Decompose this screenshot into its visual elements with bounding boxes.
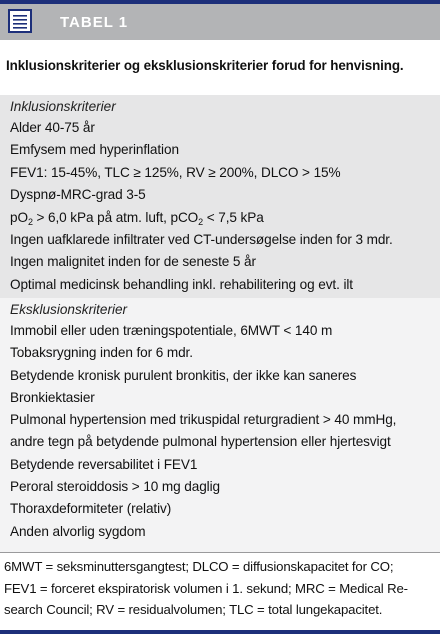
subscript: 2 [27, 216, 33, 227]
inclusion-item: Emfysem med hyperinflation [10, 142, 179, 158]
subscript: 2 [198, 216, 204, 227]
exclusion-item: Thoraxdeformiteter (relativ) [10, 501, 172, 517]
inclusion-heading: Inklusionskriterier [10, 99, 116, 114]
inclusion-item: Alder 40-75 år [10, 120, 95, 135]
blood-gas-po: pO [10, 209, 28, 225]
inclusion-item: Dyspnø-MRC-grad 3-5 [10, 187, 146, 203]
inclusion-section [0, 95, 440, 298]
exclusion-item: Betydende reversabilitet i FEV1 [10, 456, 198, 472]
inclusion-item-blood-gas [10, 207, 440, 229]
exclusion-item: Pulmonal hypertension med trikuspidal returgradient > 40 mmHg, [10, 412, 397, 428]
inclusion-item: FEV1: 15-45%, TLC ≥ 125%, RV ≥ 200%, DLCO > 15% [10, 164, 341, 180]
table-caption: Inklusionskriterier og eksklusionskriterier forud for henvisning. [6, 58, 404, 73]
exclusion-heading: Eksklusionskriterier [10, 302, 128, 317]
footnote-line: 6MWT = seksminuttersgangtest; DLCO = diffusionskapacitet for CO; [4, 559, 394, 574]
exclusion-item: Tobaksrygning inden for 6 mdr. [10, 345, 193, 361]
exclusion-section [0, 298, 440, 552]
bottom-rule [0, 630, 440, 634]
table-icon [8, 9, 32, 33]
inclusion-item: Ingen malignitet inden for de seneste 5 år [10, 254, 256, 270]
exclusion-item: Peroral steroiddosis > 10 mg daglig [10, 479, 220, 495]
exclusion-item: Anden alvorlig sygdom [10, 523, 146, 539]
exclusion-item: andre tegn på betydende pulmonal hypertension eller hjertesvigt [10, 434, 391, 450]
table-title: TABEL 1 [60, 14, 129, 31]
footnote-line: search Council; RV = residualvolumen; TLC = total lungekapacitet. [4, 602, 383, 617]
blood-gas-end: < 7,5 kPa [203, 209, 264, 225]
inclusion-item: Optimal medicinsk behandling inkl. rehabilitering og evt. ilt [10, 276, 353, 292]
exclusion-item: Immobil eller uden træningspotentiale, 6MWT < 140 m [10, 323, 333, 338]
exclusion-item: Bronkiektasier [10, 389, 95, 405]
footnote-divider [0, 552, 440, 553]
exclusion-item: Betydende kronisk purulent bronkitis, der ikke kan saneres [10, 367, 357, 383]
blood-gas-mid: > 6,0 kPa på atm. luft, pCO [32, 209, 199, 225]
abbreviations-footnote [4, 556, 436, 621]
footnote-line: FEV1 = forceret ekspiratorisk volumen i 1. sekund; MRC = Medical Re- [4, 580, 408, 596]
table-header [0, 4, 440, 40]
inclusion-item: Ingen uafklarede infiltrater ved CT-undersøgelse inden for 3 mdr. [10, 231, 393, 247]
